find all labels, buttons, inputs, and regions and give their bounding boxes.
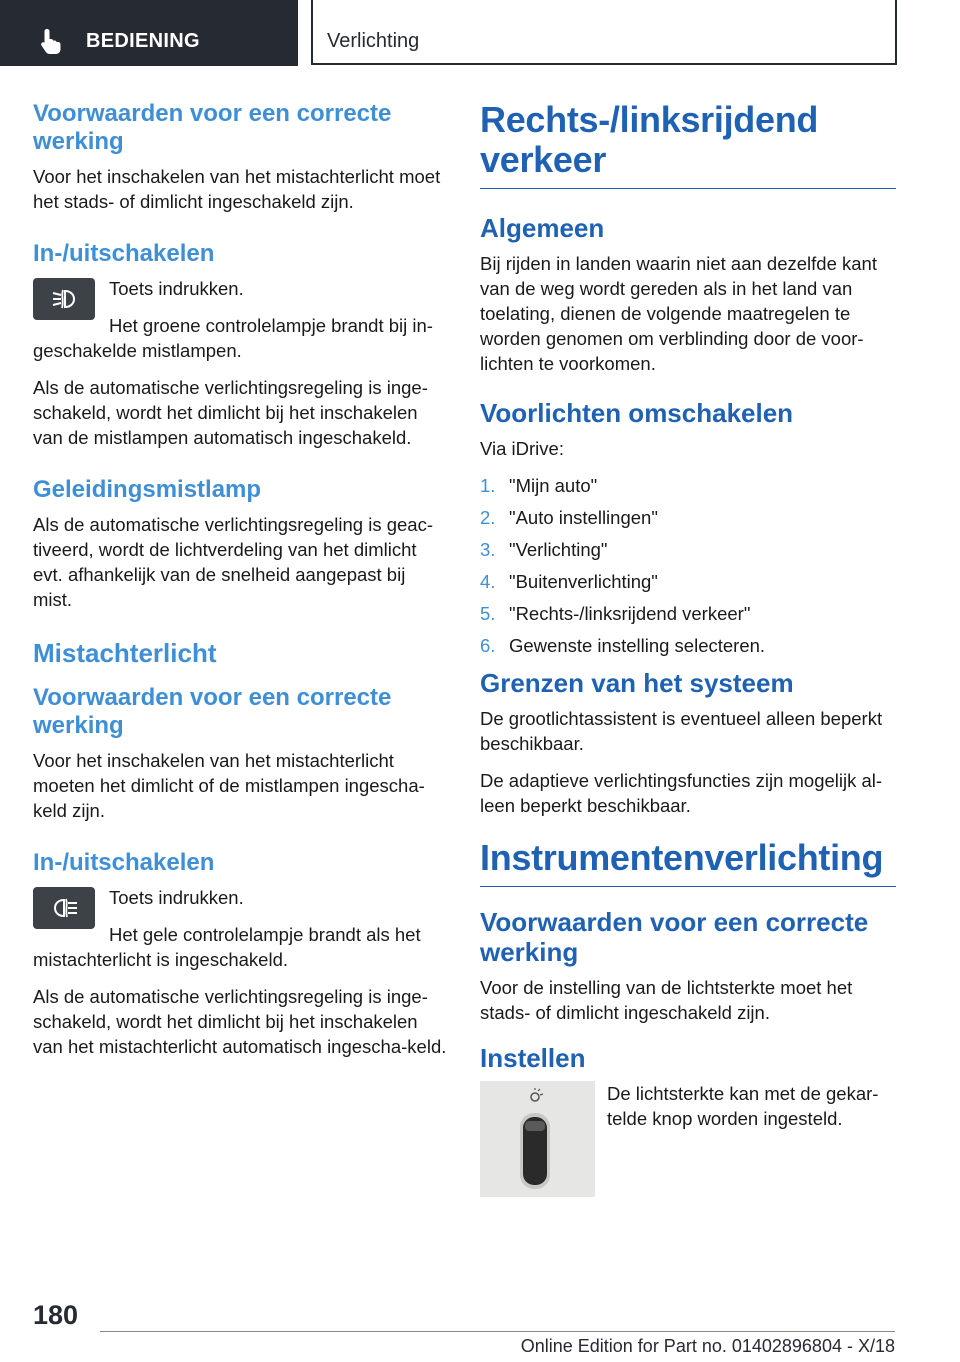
heading-switch: In-/uitschakelen [33, 240, 215, 267]
adjust-block [480, 1081, 896, 1211]
rear-fog-light-icon [51, 896, 79, 920]
footer-rule [100, 1331, 895, 1332]
page-number: 180 [33, 1300, 79, 1330]
paragraph: Voor het inschakelen van het mistachterlicht moeten het dimlicht of de mistlampen ingescha-keld zijn. [33, 750, 425, 821]
paragraph: Bij rijden in landen waarin niet aan dezelfde kant van de weg wordt gereden als in het land van toelating, dienen de volgende maatregelen te worden genomen om verblinding door de voor-lichten te voorkomen. [480, 253, 877, 374]
instruction-block [33, 276, 447, 363]
front-fog-light-icon [51, 287, 79, 311]
list-item: 3. "Verlichting" [480, 539, 608, 560]
page-header [0, 0, 960, 66]
right-column [480, 100, 896, 1211]
section-title: Instrumentenverlichting [480, 837, 884, 878]
paragraph: Voor het inschakelen van het mistachterlicht moet het stads- of dimlicht ingeschakeld zijn. [33, 166, 441, 212]
paragraph: Het groene controlelampje brandt bij in-geschakelde mistlampen. [33, 315, 433, 361]
paragraph: Voor de instelling van de lichtsterkte moet het stads- of dimlicht ingeschakeld zijn. [480, 977, 853, 1023]
paragraph: Toets indrukken. [109, 278, 244, 299]
paragraph: De grootlichtassistent is eventueel alleen beperkt beschikbaar. [480, 708, 883, 754]
paragraph: Het gele controlelampje brandt als het mistachterlicht is ingeschakeld. [33, 924, 421, 970]
section-title: Rechts-/linksrijdend verkeer [480, 99, 819, 180]
heading-rear-fog: Mistachterlicht [33, 638, 217, 668]
paragraph: De adaptieve verlichtingsfuncties zijn mogelijk al-leen beperkt beschikbaar. [480, 770, 883, 816]
topic-label: Verlichting [327, 30, 420, 52]
paragraph: De lichtsterkte kan met de gekar-telde knop worden ingesteld. [607, 1083, 879, 1129]
hand-pointer-icon [36, 26, 66, 56]
edition-text: Online Edition for Part no. 01402896804 - X/18 [520, 1336, 895, 1356]
heading-conditions: Voorwaarden voor een correcte werking [33, 100, 392, 155]
heading-system-limits: Grenzen van het systeem [480, 668, 794, 698]
rear-fog-light-button [33, 887, 95, 929]
heading-conditions: Voorwaarden voor een correcte werking [33, 684, 392, 739]
topic-tab [311, 0, 897, 65]
paragraph: Als de automatische verlichtingsregeling is inge-schakeld, wordt het dimlicht bij het inschakelen van het mistachterlicht automatisch ingescha-keld. [33, 986, 447, 1057]
paragraph: Toets indrukken. [109, 887, 244, 908]
instruction-block [33, 885, 447, 972]
left-column [33, 100, 447, 1071]
heading-adjust: Instellen [480, 1043, 586, 1073]
list-item: 5. "Rechts-/linksrijdend verkeer" [480, 603, 751, 624]
heading-guide-fog: Geleidingsmistlamp [33, 476, 262, 503]
paragraph: Als de automatische verlichtingsregeling is geac-tiveerd, wordt de lichtverdeling van het dimlicht evt. afhankelijk van de snelheid aangepast bij mist. [33, 514, 434, 610]
heading-switch: In-/uitschakelen [33, 849, 215, 876]
paragraph: Als de automatische verlichtingsregeling is inge-schakeld, wordt het dimlicht bij het inschakelen van de mistlampen automatisch ingeschakeld. [33, 377, 428, 448]
heading-general: Algemeen [480, 213, 605, 243]
heading-conditions: Voorwaarden voor een correcte werking [480, 907, 869, 967]
steps-list [480, 473, 896, 658]
paragraph: Via iDrive: [480, 438, 564, 459]
heading-switch-headlights: Voorlichten omschakelen [480, 398, 794, 428]
section-label: BEDIENING [86, 30, 200, 52]
list-item: 6. Gewenste instelling selecteren. [480, 635, 766, 656]
front-fog-light-button [33, 278, 95, 320]
list-item: 1. "Mijn auto" [480, 475, 598, 496]
section-tab [0, 0, 298, 66]
brightness-knob-image [480, 1081, 595, 1197]
list-item: 4. "Buitenverlichting" [480, 571, 658, 592]
list-item: 2. "Auto instellingen" [480, 507, 658, 528]
